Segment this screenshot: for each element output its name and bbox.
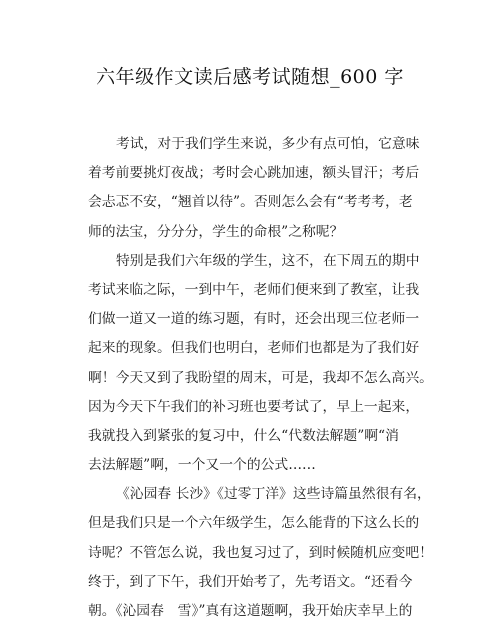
paragraph-line: 们做一道又一道的练习题，有时，还会出现三位老师一 xyxy=(88,311,420,328)
paragraph-line: 啊！今天又到了我盼望的周末，可是，我却不怎么高兴。 xyxy=(88,369,433,386)
paragraph-line: 因为今天下午我们的补习班也要考试了，早上一起来， xyxy=(88,398,420,415)
paragraph-line: 起来的现象。但我们也明白，老师们也都是为了我们好 xyxy=(88,340,420,357)
paragraph-line: 终于，到了下午，我们开始考了，先考语文。“还看今 xyxy=(88,573,413,590)
paragraph-line: 考试，对于我们学生来说，多少有点可怕，它意味 xyxy=(116,136,420,152)
paragraph-line: 特别是我们六年级的学生，这不，在下周五的期中 xyxy=(116,252,420,269)
paragraph-line: 我就投入到紧张的复习中，什么“代数法解题”啊“消 xyxy=(88,427,399,444)
paragraph-line: 师的法宝，分分分，学生的命根”之称呢？ xyxy=(88,223,344,240)
paragraph-line: 诗呢？不管怎么说，我也复习过了，到时候随机应变吧！ xyxy=(88,544,433,561)
paragraph-line: 《沁园春 长沙》《过零丁洋》这些诗篇虽然很有名， xyxy=(116,486,431,503)
document-title: 六年级作文读后感考试随想_600 字 xyxy=(96,66,404,88)
document-body xyxy=(88,130,433,626)
paragraph-line: 但是我们只是一个六年级学生，怎么能背的下这么长的 xyxy=(88,515,420,532)
paragraph-line: 着考前要挑灯夜战；考时会心跳加速，额头冒汗；考后 xyxy=(88,165,420,182)
paragraph-line: 朝。《沁园春 雪》”真有这道题啊，我开始庆幸早上的 xyxy=(88,603,413,619)
paragraph-line: 去法解题”啊，一个又一个的公式…… xyxy=(88,457,316,474)
paragraph-line: 考试来临之际，一到中午，老师们便来到了教室，让我 xyxy=(88,281,420,298)
paragraph-line: 会忐忑不安，“翘首以待”。否则怎么会有“考考考，老 xyxy=(88,194,413,211)
